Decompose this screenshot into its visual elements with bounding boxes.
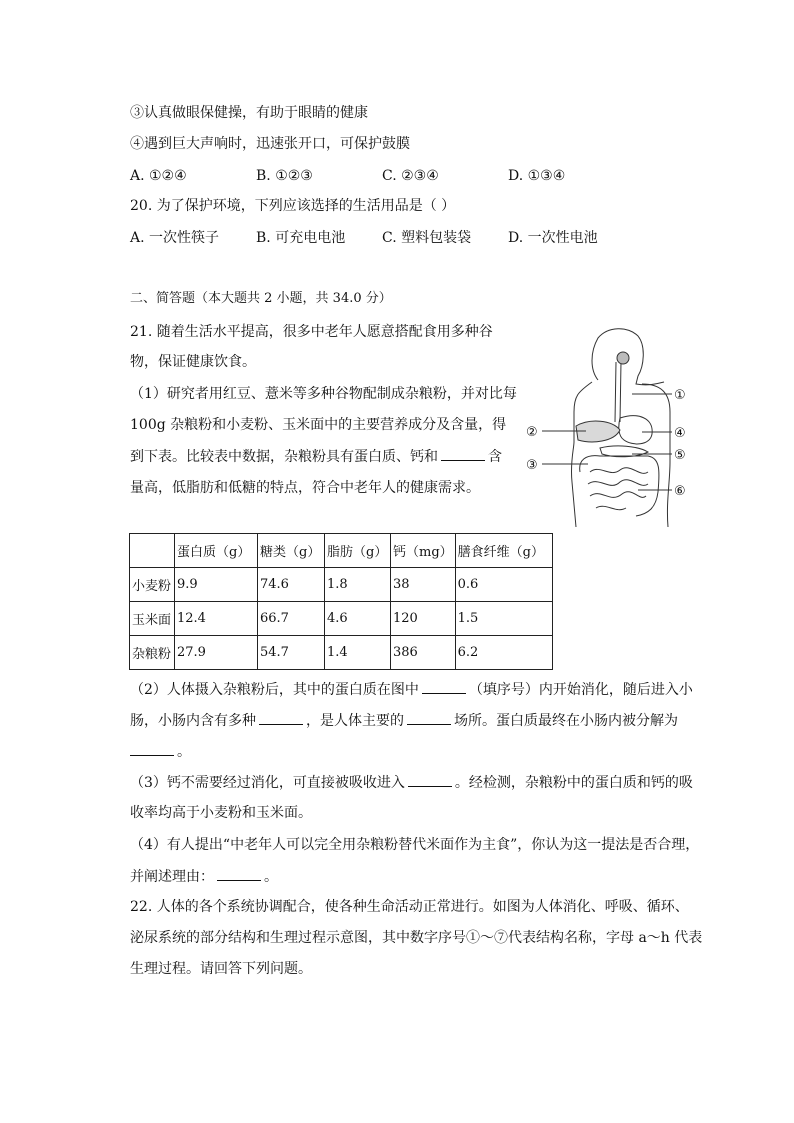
label-2: ② (526, 425, 538, 440)
answer-blank[interactable] (408, 772, 452, 787)
table-cell: 杂粮粉 (130, 636, 175, 670)
q21-part2-a (130, 679, 693, 700)
q22-line-3: 生理过程。请回答下列问题。 (130, 961, 312, 977)
table-cell: 玉米面 (130, 602, 175, 636)
q21-part1-c (130, 446, 502, 467)
q19-option-d[interactable]: D. ①③④ (508, 168, 566, 184)
q20-option-a[interactable]: A. 一次性筷子 (130, 230, 220, 246)
q21-part1-c-text: 到下表。比较表中数据，杂粮粉具有蛋白质、钙和 (130, 449, 438, 465)
q20-stem: 20. 为了保护环境，下列应该选择的生活用品是（ ） (130, 198, 456, 214)
table-cell: 74.6 (258, 568, 325, 602)
label-6: ⑥ (674, 484, 686, 499)
q21-part2-b-mid: ，是人体主要的 (306, 713, 404, 729)
small-intestine (588, 468, 648, 510)
table-header-cell: 脂肪（g） (325, 534, 391, 568)
table-cell: 12.4 (175, 602, 258, 636)
q21-intro-1: 21. 随着生活水平提高，很多中老年人愿意搭配食用多种谷 (130, 324, 493, 340)
answer-blank[interactable] (441, 446, 485, 461)
label-1: ① (674, 388, 686, 403)
table-row (130, 636, 553, 670)
stomach (619, 416, 652, 444)
answer-blank[interactable] (422, 679, 466, 694)
table-header-cell: 蛋白质（g） (175, 534, 258, 568)
table-cell: 1.5 (455, 602, 552, 636)
q20-option-d[interactable]: D. 一次性电池 (508, 230, 598, 246)
q21-part3-b: 收率均高于小麦粉和玉米面。 (130, 805, 312, 821)
digestive-system-diagram (520, 322, 700, 527)
q21-part2-a-text: （2）人体摄入杂粮粉后，其中的蛋白质在图中 (130, 682, 419, 698)
q19-option-a[interactable]: A. ①②④ (130, 168, 187, 184)
table-cell: 1.8 (325, 568, 391, 602)
table-cell: 66.7 (258, 602, 325, 636)
q21-part1-b: 100g 杂粮粉和小麦粉、玉米面中的主要营养成分及含量，得 (130, 417, 507, 433)
table-row (130, 602, 553, 636)
q21-part3-a (130, 772, 693, 793)
q21-intro-2: 物，保证健康饮食。 (130, 354, 256, 370)
q21-part4-b (130, 866, 278, 887)
q19-option-b[interactable]: B. ①②③ (256, 168, 313, 184)
q21-part1-d: 量高，低脂肪和低糖的特点，符合中老年人的健康需求。 (130, 480, 480, 496)
table-header-cell: 膳食纤维（g） (455, 534, 552, 568)
table-cell: 54.7 (258, 636, 325, 670)
q21-part1-c-tail: 含 (488, 449, 502, 465)
q21-part3-a-tail: 。经检测，杂粮粉中的蛋白质和钙的吸 (454, 775, 693, 791)
statement-4: ④遇到巨大声响时，迅速张开口，可保护鼓膜 (130, 136, 410, 152)
answer-blank[interactable] (130, 741, 174, 756)
table-cell: 38 (391, 568, 456, 602)
statement-3: ③认真做眼保健操，有助于眼睛的健康 (130, 105, 368, 121)
q21-part2-c (130, 741, 191, 762)
table-cell: 0.6 (455, 568, 552, 602)
q22-line-2: 泌尿系统的部分结构和生理过程示意图，其中数字序号①～⑦代表结构名称，字母 a～h 代表 (130, 930, 703, 946)
section-heading: 二、简答题（本大题共 2 小题，共 34.0 分） (130, 291, 392, 306)
table-cell: 27.9 (175, 636, 258, 670)
q21-part4-b-text: 并阐述理由： (130, 869, 214, 885)
table-cell: 4.6 (325, 602, 391, 636)
q21-part2-c-tail: 。 (177, 744, 191, 760)
q20-option-c[interactable]: C. 塑料包装袋 (382, 230, 472, 246)
q20-option-b[interactable]: B. 可充电电池 (256, 230, 346, 246)
large-intestine (580, 456, 659, 516)
mouth (617, 352, 629, 364)
q21-part2-b-tail: 场所。蛋白质最终在小肠内被分解为 (454, 713, 678, 729)
table-cell: 1.4 (325, 636, 391, 670)
table-header-cell: 糖类（g） (258, 534, 325, 568)
q21-part1-a: （1）研究者用红豆、薏米等多种谷物配制成杂粮粉，并对比每 (130, 386, 517, 402)
q21-part2-b-text: 肠，小肠内含有多种 (130, 713, 256, 729)
table-header-row (130, 534, 553, 568)
label-5: ⑤ (674, 448, 686, 463)
q21-part4-a: （4）有人提出“中老年人可以完全用杂粮粉替代米面作为主食”，你认为这一提法是否合理， (130, 837, 700, 853)
q21-part4-b-tail: 。 (264, 869, 278, 885)
q21-part2-a-tail: （填序号）内开始消化，随后进入小 (468, 682, 693, 698)
q19-option-c[interactable]: C. ②③④ (382, 168, 439, 184)
table-cell: 6.2 (455, 636, 552, 670)
body-outline (571, 382, 592, 527)
table-header-cell: 钙（mg） (391, 534, 456, 568)
answer-blank[interactable] (407, 710, 451, 725)
nutrition-table (129, 533, 553, 670)
answer-blank[interactable] (217, 866, 261, 881)
table-cell: 120 (391, 602, 456, 636)
table-cell: 9.9 (175, 568, 258, 602)
q22-line-1: 22. 人体的各个系统协调配合，使各种生命活动正常进行。如图为人体消化、呼吸、循环、 (130, 899, 689, 915)
pancreas (600, 446, 648, 457)
table-cell: 小麦粉 (130, 568, 175, 602)
answer-blank[interactable] (259, 710, 303, 725)
q21-part3-a-text: （3）钙不需要经过消化，可直接被吸收进入 (130, 775, 405, 791)
table-cell: 386 (391, 636, 456, 670)
label-3: ③ (526, 458, 538, 473)
table-header-cell (130, 534, 175, 568)
label-4: ④ (674, 426, 686, 441)
table-row (130, 568, 553, 602)
q21-part2-b (130, 710, 678, 731)
esophagus (615, 362, 621, 422)
